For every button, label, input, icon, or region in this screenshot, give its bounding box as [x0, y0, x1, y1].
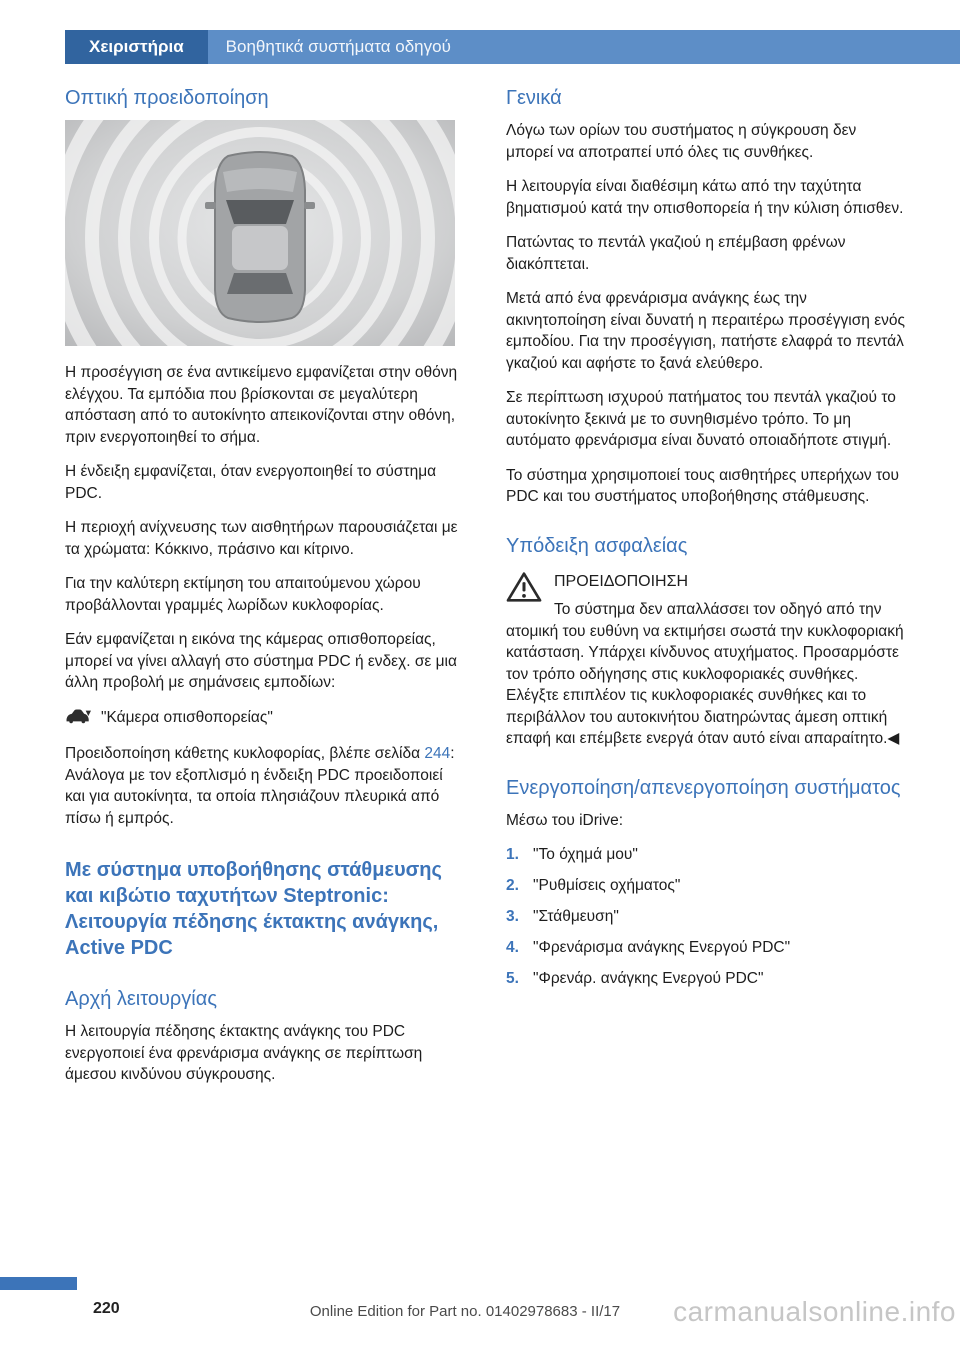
paragraph: Η περιοχή ανίχνευσης των αισθητήρων παρουσιάζεται με τα χρώματα: Κόκκινο, πράσινο και κίτρινο.	[65, 519, 458, 558]
idrive-step-label: "Ρυθμίσεις οχήματος"	[533, 877, 681, 894]
idrive-step	[506, 937, 905, 958]
warning-label: ΠΡΟΕΙΔΟΠΟΙΗΣΗ	[554, 572, 689, 590]
watermark-text: carmanualsonline.info	[673, 1296, 956, 1327]
header-band	[65, 30, 960, 64]
page-number: 220	[93, 1300, 120, 1317]
footer-accent-bar	[0, 1277, 77, 1290]
camera-menu-item-label: "Κάμερα οπισθοπορείας"	[101, 708, 273, 726]
paragraph: Για την καλύτερη εκτίμηση του απαιτούμενου χώρου προβάλλονται γραμμές λωρίδων κυκλοφορίας.	[65, 575, 421, 614]
paragraph: Σε περίπτωση ισχυρού πατήματος του πεντάλ γκαζιού το αυτοκίνητο ξεκινά με το συνηθισμένο τρόπο. Το μη αυτόματο φρενάρισμα είναι δυνατό οποιαδήποτε στιγμή.	[506, 389, 896, 449]
paragraph: Μετά από ένα φρενάρισμα ανάγκης έως την ακινητοποίηση είναι δυνατή η περαιτέρω προσέγγιση ενός εμποδίου. Για την προσέγγιση, πατήστε ελαφρά το πεντάλ γκαζιού και αφήστε το ξανά ελεύθερο.	[506, 290, 905, 372]
page-244-link[interactable]: 244	[424, 745, 451, 762]
warning-block	[506, 568, 905, 750]
header-chapter-bar	[208, 30, 960, 64]
paragraph: Λόγω των ορίων του συστήματος η σύγκρουση δεν μπορεί να αποτραπεί υπό όλες τις συνθήκες.	[506, 122, 857, 161]
paragraph: Το σύστημα χρησιμοποιεί τους αισθητήρες υπερήχων του PDC και του συστήματος υποβοήθησης στάθμευσης.	[506, 466, 899, 505]
pdc-illustration	[65, 120, 455, 346]
header-section-label: Χειριστήρια	[89, 37, 184, 56]
cross-traffic-paragraph	[65, 743, 464, 829]
idrive-step	[506, 906, 905, 927]
car-silhouette	[205, 152, 315, 322]
idrive-step-label: "Το όχημά μου"	[533, 846, 638, 863]
paragraph: Η προσέγγιση σε ένα αντικείμενο εμφανίζεται στην οθόνη ελέγχου. Τα εμπόδια που βρίσκονται σε μεγαλύτερη απόσταση από το αυτοκίνητο απεικονίζονται στην οθόνη, πριν ενεργοποιηθεί το σήμα.	[65, 364, 458, 446]
idrive-step	[506, 968, 905, 989]
page-content	[65, 86, 905, 1099]
header-chapter-label: Βοηθητικά συστήματα οδηγού	[225, 37, 451, 56]
paragraph: Πατώντας το πεντάλ γκαζιού η επέμβαση φρένων διακόπτεται.	[506, 234, 846, 273]
camera-menu-item	[65, 707, 464, 731]
idrive-step-label: "Στάθμευση"	[533, 908, 619, 925]
idrive-step	[506, 844, 905, 865]
paragraph: Η λειτουργία πέδησης έκτακτης ανάγκης του PDC ενεργοποιεί ένα φρενάρισμα ανάγκης σε περίπτωση άμεσου κινδύνου σύγκρουσης.	[65, 1023, 423, 1083]
paragraph: Εάν εμφανίζεται η εικόνα της κάμερας οπισθοπορείας, μπορεί να γίνει αλλαγή στο σύστημα PDC ή ενδεχ. σε μια άλλη προβολή με σημάνσεις εμποδίων:	[65, 631, 457, 691]
idrive-step-label: "Φρενάρισμα ανάγκης Ενεργού PDC"	[533, 939, 791, 956]
cross-traffic-pre: Προειδοποίηση κάθετης κυκλοφορίας, βλέπε σελίδα	[65, 745, 425, 762]
heading-visual-warning: Οπτική προειδοποίηση	[65, 87, 269, 109]
idrive-step	[506, 875, 905, 896]
idrive-steps-list	[506, 844, 905, 989]
heading-general: Γενικά	[506, 87, 562, 109]
warning-triangle-icon	[506, 571, 542, 603]
cross-traffic-post: : Ανάλογα με τον εξοπλισμό η ένδειξη PDC προειδοποιεί και για αυτοκίνητα, τα οποία πλησιάζουν πλευρικά από πίσω ή εμπρός.	[65, 745, 455, 827]
header-section-tab	[65, 30, 208, 64]
reversing-camera-icon	[65, 708, 91, 731]
warning-text: Το σύστημα δεν απαλλάσσει τον οδηγό από την ατομική του ευθύνη να εκτιμήσει σωστά την κυκλοφοριακή κατάσταση. Υπάρχει κίνδυνος ατυχήματος. Προσαρμόστε τον τρόπο οδήγησης στις κυκλοφοριακές συνθήκες. Ελέγξτε επιπλέον τις κυκλοφοριακές συνθήκες και το περιβάλλον του αυτοκινήτου διατηρώντας άμεση οπτική επαφή και επέμβετε ενεργά όταν αυτό είναι απαραίτητο.◀	[506, 601, 904, 747]
heading-safety-note: Υπόδειξη ασφαλείας	[506, 534, 688, 557]
heading-emergency-brake-function: Με σύστημα υποβοήθησης στάθμευσης και κιβώτιο ταχυτήτων Steptronic: Λειτουργία πέδησης έκτακτης ανάγκης, Active PDC	[65, 859, 442, 959]
car-top-view-image	[65, 120, 455, 346]
idrive-step-label: "Φρενάρ. ανάγκης Ενεργού PDC"	[533, 970, 764, 987]
left-column	[65, 86, 464, 1099]
heading-activation: Ενεργοποίηση/απενεργοποίηση συστήματος	[506, 776, 901, 799]
paragraph: Η λειτουργία είναι διαθέσιμη κάτω από την ταχύτητα βηματισμού κατά την οπισθοπορεία ή την κύλιση όπισθεν.	[506, 178, 904, 217]
right-column	[506, 86, 905, 1099]
edition-note: Online Edition for Part no. 01402978683 - II/17	[309, 1303, 621, 1320]
idrive-intro: Μέσω του iDrive:	[506, 811, 624, 829]
paragraph: Η ένδειξη εμφανίζεται, όταν ενεργοποιηθεί το σύστημα PDC.	[65, 463, 437, 502]
heading-principle: Αρχή λειτουργίας	[65, 988, 217, 1010]
